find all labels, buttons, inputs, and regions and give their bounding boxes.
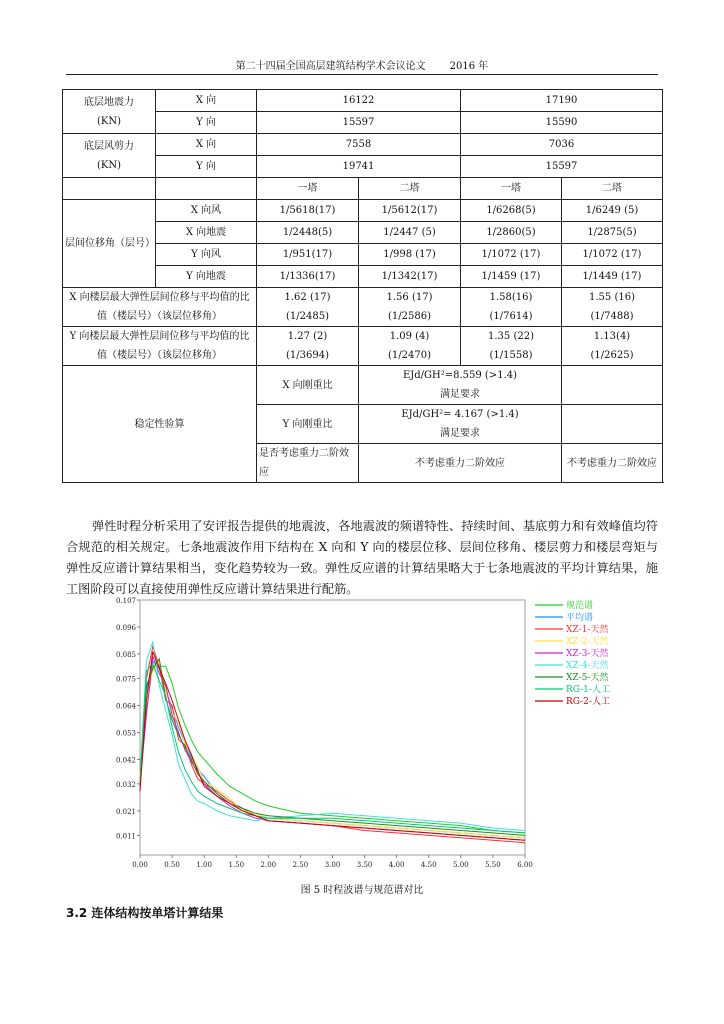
table-row xyxy=(63,90,663,112)
y-tick-label: 0.064 xyxy=(115,702,136,711)
body-paragraph: 弹性时程分析采用了安评报告提供的地震波，各地震波的频谱特性、持续时间、基底剪力和有效峰值均符合规范的相关规定。七条地震波作用下结构在 X 向和 Y 向的楼层位移、层间位移角、楼层剪力和楼层弯矩与弹性反应谱计算结果相当，变化趋势较为一致。弹性反应谱的计算结果略大于七条地震波的平均计算结果，施工图阶段可以直接使用弹性反应谱计算结果进行配筋。 xyxy=(66,519,658,596)
value-cell: 19741 xyxy=(257,156,461,178)
drift-label: 层间位移角（层号） xyxy=(63,200,156,288)
ratio-value: 1.55 (16) xyxy=(589,292,635,303)
y-tick-label: 0.042 xyxy=(115,756,136,765)
y-tick-label: 0.085 xyxy=(115,650,136,659)
x-tick-label: 1.00 xyxy=(196,861,212,869)
value-cell: 17190 xyxy=(461,90,663,112)
drift-value: 1/1459 (17) xyxy=(461,266,562,288)
x-tick-label: 4.50 xyxy=(420,861,437,869)
legend-label: XZ-4-天然 xyxy=(566,661,609,671)
table-row xyxy=(63,178,663,200)
tower-header: 一塔 xyxy=(461,178,562,200)
ratio-angle: (1/2586) xyxy=(388,311,431,322)
stability-label: 稳定性验算 xyxy=(63,366,257,483)
unit-kn: (KN) xyxy=(96,159,122,171)
ratio-cell xyxy=(257,288,359,327)
table-row xyxy=(63,134,663,156)
section-title: 3.2 连体结构按单塔计算结果 xyxy=(66,906,224,920)
table-row xyxy=(63,327,663,366)
ratio-cell xyxy=(461,327,562,366)
second-order-value: 不考虑重力二阶效应 xyxy=(562,444,663,483)
header-title: 第二十四届全国高层建筑结构学术会议论文 xyxy=(235,61,426,72)
tower-header: 一塔 xyxy=(257,178,359,200)
spectrum-chart-svg xyxy=(110,595,630,880)
drift-value: 1/2448(5) xyxy=(257,222,359,244)
y-ratio-label: Y 向楼层最大弹性层间位移与平均值的比值（楼层号）（该层位移角） xyxy=(63,327,257,366)
figure-caption: 图 5 时程波谱与规范谱对比 xyxy=(300,885,424,896)
ratio-value: 1.62 (17) xyxy=(284,292,331,303)
drift-row-label: X 向地震 xyxy=(156,222,257,244)
header-year: 2016 年 xyxy=(449,61,489,72)
drift-value: 1/1449 (17) xyxy=(562,266,663,288)
y-tick-label: 0.107 xyxy=(115,597,136,605)
value-cell: 15590 xyxy=(461,112,663,134)
legend-label: RG-2-人工 xyxy=(566,697,610,707)
ratio-value: 1.13(4) xyxy=(593,331,631,342)
ratio-value: 1.58(16) xyxy=(489,292,533,303)
ratio-angle: (1/2625) xyxy=(590,350,634,361)
x-dir-cell: X 向 xyxy=(156,134,257,156)
empty-cell xyxy=(63,178,156,200)
ratio-angle: (1/2485) xyxy=(286,311,329,322)
value-cell: 15597 xyxy=(257,112,461,134)
x-tick-label: 0.00 xyxy=(132,861,148,869)
drift-value: 1/2447 (5) xyxy=(359,222,461,244)
empty-cell xyxy=(562,405,663,444)
drift-value: 1/1336(17) xyxy=(257,266,359,288)
x-stiff-value: EJd/GH²=8.559 (>1.4) xyxy=(402,370,518,381)
ratio-angle: (1/3694) xyxy=(286,350,329,361)
table-row xyxy=(63,288,663,327)
y-dir-cell: Y 向 xyxy=(156,156,257,178)
legend-label: 规范谱 xyxy=(566,601,594,611)
x-tick-label: 0.50 xyxy=(164,861,180,869)
x-stiff-cell xyxy=(359,366,562,405)
ratio-cell xyxy=(562,327,663,366)
legend-label: XZ-2-天然 xyxy=(566,637,609,647)
ratio-value: 1.09 (4) xyxy=(389,331,430,342)
ratio-angle: (1/7614) xyxy=(489,311,533,322)
legend-label: XZ-3-天然 xyxy=(566,649,609,659)
x-dir-cell: X 向 xyxy=(156,90,257,112)
table-row xyxy=(63,366,663,405)
ratio-angle: (1/2470) xyxy=(388,350,431,361)
x-tick-label: 3.00 xyxy=(324,861,341,869)
tower-header: 二塔 xyxy=(359,178,461,200)
parameter-table xyxy=(62,89,663,483)
ratio-cell xyxy=(562,288,663,327)
ratio-value: 1.27 (2) xyxy=(287,331,328,342)
ratio-cell xyxy=(257,327,359,366)
ratio-value: 1.56 (17) xyxy=(386,292,433,303)
drift-value: 1/2875(5) xyxy=(562,222,663,244)
y-tick-label: 0.032 xyxy=(115,780,136,789)
x-tick-label: 6.00 xyxy=(517,861,533,869)
second-order-label: 是否考虑重力二阶效应 xyxy=(257,444,359,483)
drift-value: 1/951(17) xyxy=(257,244,359,266)
drift-value: 1/2860(5) xyxy=(461,222,562,244)
ratio-cell xyxy=(461,288,562,327)
drift-value: 1/1342(17) xyxy=(359,266,461,288)
x-tick-label: 4.00 xyxy=(388,861,405,869)
x-tick-label: 5.50 xyxy=(485,861,501,869)
x-tick-label: 5.00 xyxy=(453,861,469,869)
base-seismic-label: 底层地震力 xyxy=(84,96,134,108)
base-wind-label-cell xyxy=(63,134,156,178)
drift-row-label: Y 向地震 xyxy=(156,266,257,288)
drift-value: 1/6268(5) xyxy=(461,200,562,222)
plot-frame xyxy=(140,600,525,855)
drift-value: 1/5618(17) xyxy=(257,200,359,222)
y-tick-label: 0.021 xyxy=(115,807,136,816)
ratio-value: 1.35 (22) xyxy=(488,331,534,342)
empty-cell xyxy=(562,366,663,405)
legend-label: 平均谱 xyxy=(566,613,594,623)
satisfied-text: 满足要求 xyxy=(440,428,480,439)
unit-kn: (KN) xyxy=(96,115,122,127)
drift-row-label: X 向风 xyxy=(156,200,257,222)
ratio-angle: (1/7488) xyxy=(590,311,634,322)
drift-value: 1/5612(17) xyxy=(359,200,461,222)
y-tick-label: 0.075 xyxy=(115,675,136,684)
x-tick-label: 2.00 xyxy=(260,861,277,869)
value-cell: 7036 xyxy=(461,134,663,156)
page-header xyxy=(66,60,658,74)
legend-label: XZ-5-天然 xyxy=(566,673,609,683)
y-tick-label: 0.011 xyxy=(115,832,136,841)
ratio-cell xyxy=(359,288,461,327)
legend-label: XZ-1-天然 xyxy=(566,625,609,635)
value-cell: 16122 xyxy=(257,90,461,112)
drift-value: 1/1072 (17) xyxy=(562,244,663,266)
value-cell: 15597 xyxy=(461,156,663,178)
x-ratio-label: X 向楼层最大弹性层间位移与平均值的比值（楼层号）（该层位移角） xyxy=(63,288,257,327)
y-stiff-value: EJd/GH²= 4.167 (>1.4) xyxy=(401,409,519,420)
satisfied-text: 满足要求 xyxy=(440,389,480,400)
base-seismic-label-cell xyxy=(63,90,156,134)
second-order-value: 不考虑重力二阶效应 xyxy=(359,444,562,483)
value-cell: 7558 xyxy=(257,134,461,156)
legend-label: RG-1-人工 xyxy=(566,685,610,695)
empty-cell xyxy=(156,178,257,200)
drift-row-label: Y 向风 xyxy=(156,244,257,266)
header-rule xyxy=(66,74,658,75)
ratio-angle: (1/1558) xyxy=(489,350,533,361)
drift-value: 1/1072 (17) xyxy=(461,244,562,266)
y-dir-cell: Y 向 xyxy=(156,112,257,134)
y-tick-label: 0.053 xyxy=(115,729,136,738)
drift-value: 1/998 (17) xyxy=(359,244,461,266)
y-stiff-cell xyxy=(359,405,562,444)
x-stiff-label: X 向刚重比 xyxy=(257,366,359,405)
base-wind-label: 底层风剪力 xyxy=(84,140,134,152)
y-tick-label: 0.096 xyxy=(115,623,136,632)
x-tick-label: 1.50 xyxy=(228,861,245,869)
table-row xyxy=(63,200,663,222)
spectrum-chart xyxy=(110,595,630,880)
x-tick-label: 3.50 xyxy=(356,861,373,869)
drift-value: 1/6249 (5) xyxy=(562,200,663,222)
y-stiff-label: Y 向刚重比 xyxy=(257,405,359,444)
ratio-cell xyxy=(359,327,461,366)
tower-header: 二塔 xyxy=(562,178,663,200)
x-tick-label: 2.50 xyxy=(292,861,309,869)
